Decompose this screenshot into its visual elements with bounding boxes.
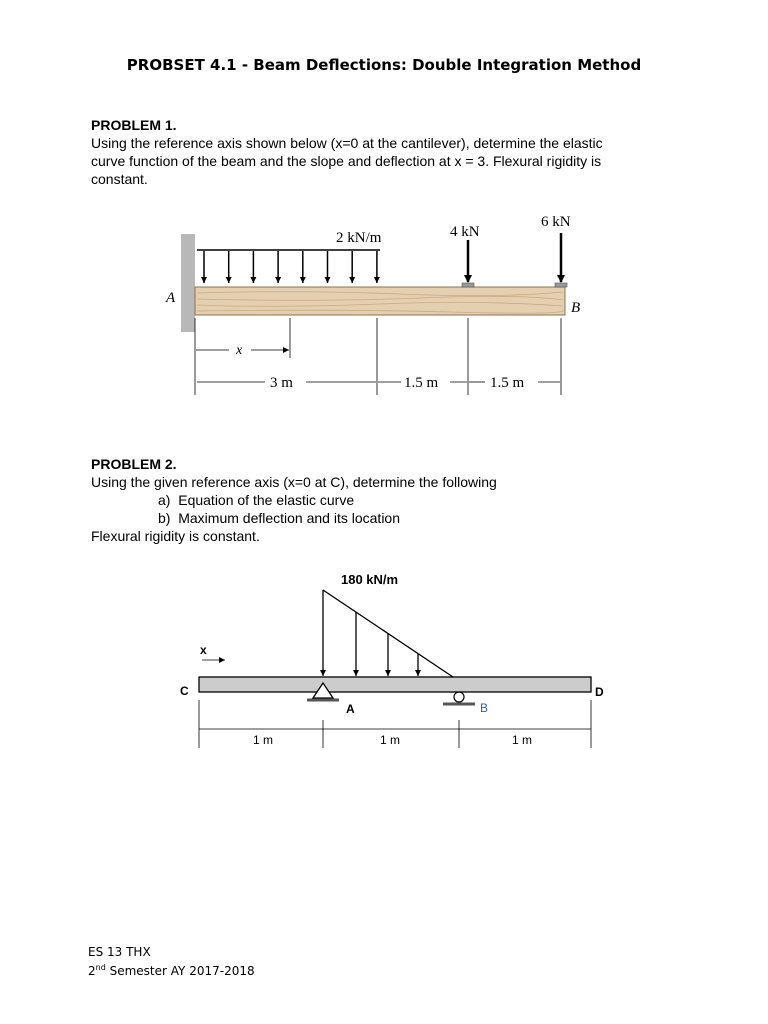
- page-title: PROBSET 4.1 - Beam Deflections: Double Integration Method: [126, 56, 642, 74]
- problem2-intro: Using the given reference axis (x=0 at C), determine the following: [91, 474, 497, 490]
- x-label: x: [236, 343, 243, 358]
- dim-label-3m: 3 m: [270, 375, 293, 391]
- footer: [88, 944, 255, 979]
- problem1-line-2: curve function of the beam and the slope and deflection at x = 3. Flexural rigidity is: [91, 153, 602, 169]
- tri-load-label: 180 kN/m: [341, 572, 399, 587]
- footer-course: ES 13 THX: [88, 945, 151, 959]
- footer-sem-rest: Semester AY 2017-2018: [105, 964, 255, 978]
- footer-sem-num: 2: [88, 964, 96, 978]
- load-label-6kn: 6 kN: [541, 214, 571, 230]
- label-c: C: [180, 684, 189, 698]
- dim2-label-1: 1 m: [253, 733, 274, 747]
- problem1-line-1: Using the reference axis shown below (x=0 at the cantilever), determine the elastic: [91, 135, 603, 151]
- problem1-heading: PROBLEM 1.: [91, 117, 177, 133]
- dim2-label-2: 1 m: [380, 733, 401, 747]
- label-b2: B: [480, 701, 489, 715]
- footer-semester: [88, 960, 255, 979]
- roller-support-b: [454, 692, 464, 702]
- problem2-item-a: a) Equation of the elastic curve: [158, 492, 355, 508]
- x2-label: x: [200, 643, 207, 657]
- label-a2: A: [346, 702, 355, 716]
- dim-label-1-5m-a: 1.5 m: [404, 375, 439, 391]
- steel-beam: [199, 677, 591, 692]
- problem1-line-3: constant.: [91, 171, 148, 187]
- footer-sem-sup: nd: [95, 963, 106, 972]
- label-b: B: [571, 300, 581, 316]
- label-d: D: [595, 685, 604, 699]
- problem2-item-b: b) Maximum deflection and its location: [158, 510, 400, 526]
- problem2-closing: Flexural rigidity is constant.: [91, 528, 260, 544]
- problem2-heading: PROBLEM 2.: [91, 456, 177, 472]
- label-a: A: [166, 290, 176, 306]
- dim2-label-3: 1 m: [512, 733, 533, 747]
- dist-load-label: 2 kN/m: [336, 230, 382, 246]
- load-label-4kn: 4 kN: [450, 224, 480, 240]
- dim-label-1-5m-b: 1.5 m: [490, 375, 525, 391]
